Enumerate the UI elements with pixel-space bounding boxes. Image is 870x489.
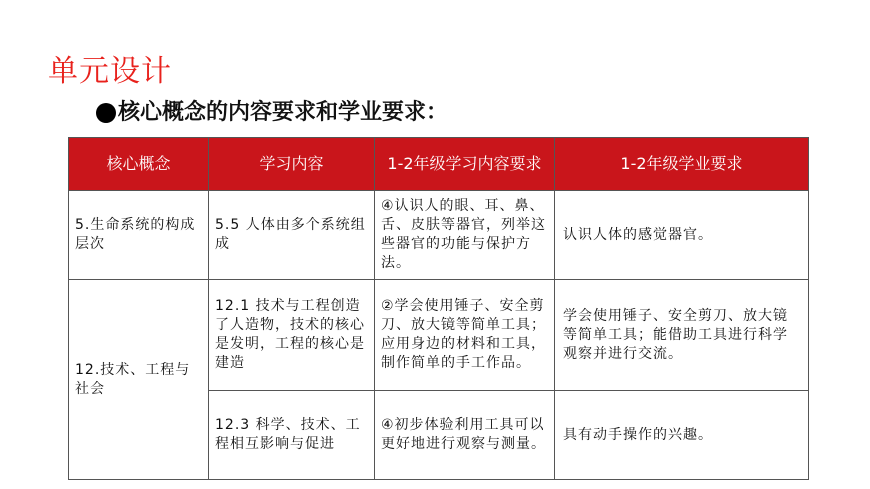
- cell-academic-requirement: 学会使用锤子、安全剪刀、放大镜等简单工具；能借助工具进行科学观察并进行交流。: [555, 280, 809, 391]
- page-title: 单元设计: [48, 54, 172, 89]
- requirements-table: [68, 137, 809, 480]
- table-header-row: [69, 138, 809, 191]
- table-row: [69, 191, 809, 280]
- cell-content-requirement: ②学会使用锤子、安全剪刀、放大镜等简单工具；应用身边的材料和工具，制作简单的手工作品。: [375, 280, 555, 391]
- cell-learning-content: 12.1 技术与工程创造了人造物，技术的核心是发明，工程的核心是建造: [209, 280, 375, 391]
- header-learning-content: 学习内容: [209, 138, 375, 191]
- cell-learning-content: 5.5 人体由多个系统组成: [209, 191, 375, 280]
- header-academic-requirement: 1-2年级学业要求: [555, 138, 809, 191]
- cell-core-concept: 12.技术、工程与社会: [69, 280, 209, 480]
- cell-academic-requirement: 认识人体的感觉器官。: [555, 191, 809, 280]
- cell-content-requirement: ④认识人的眼、耳、鼻、舌、皮肤等器官，列举这些器官的功能与保护方法。: [375, 191, 555, 280]
- cell-content-requirement: ④初步体验利用工具可以更好地进行观察与测量。: [375, 391, 555, 480]
- section-heading-text: 核心概念的内容要求和学业要求：: [118, 100, 449, 125]
- bullet-icon: [96, 103, 116, 123]
- section-heading: [96, 98, 448, 128]
- header-core-concept: 核心概念: [69, 138, 209, 191]
- cell-academic-requirement: 具有动手操作的兴趣。: [555, 391, 809, 480]
- cell-learning-content: 12.3 科学、技术、工程相互影响与促进: [209, 391, 375, 480]
- table-row: [69, 280, 809, 391]
- cell-core-concept: 5.生命系统的构成层次: [69, 191, 209, 280]
- header-content-requirement: 1-2年级学习内容要求: [375, 138, 555, 191]
